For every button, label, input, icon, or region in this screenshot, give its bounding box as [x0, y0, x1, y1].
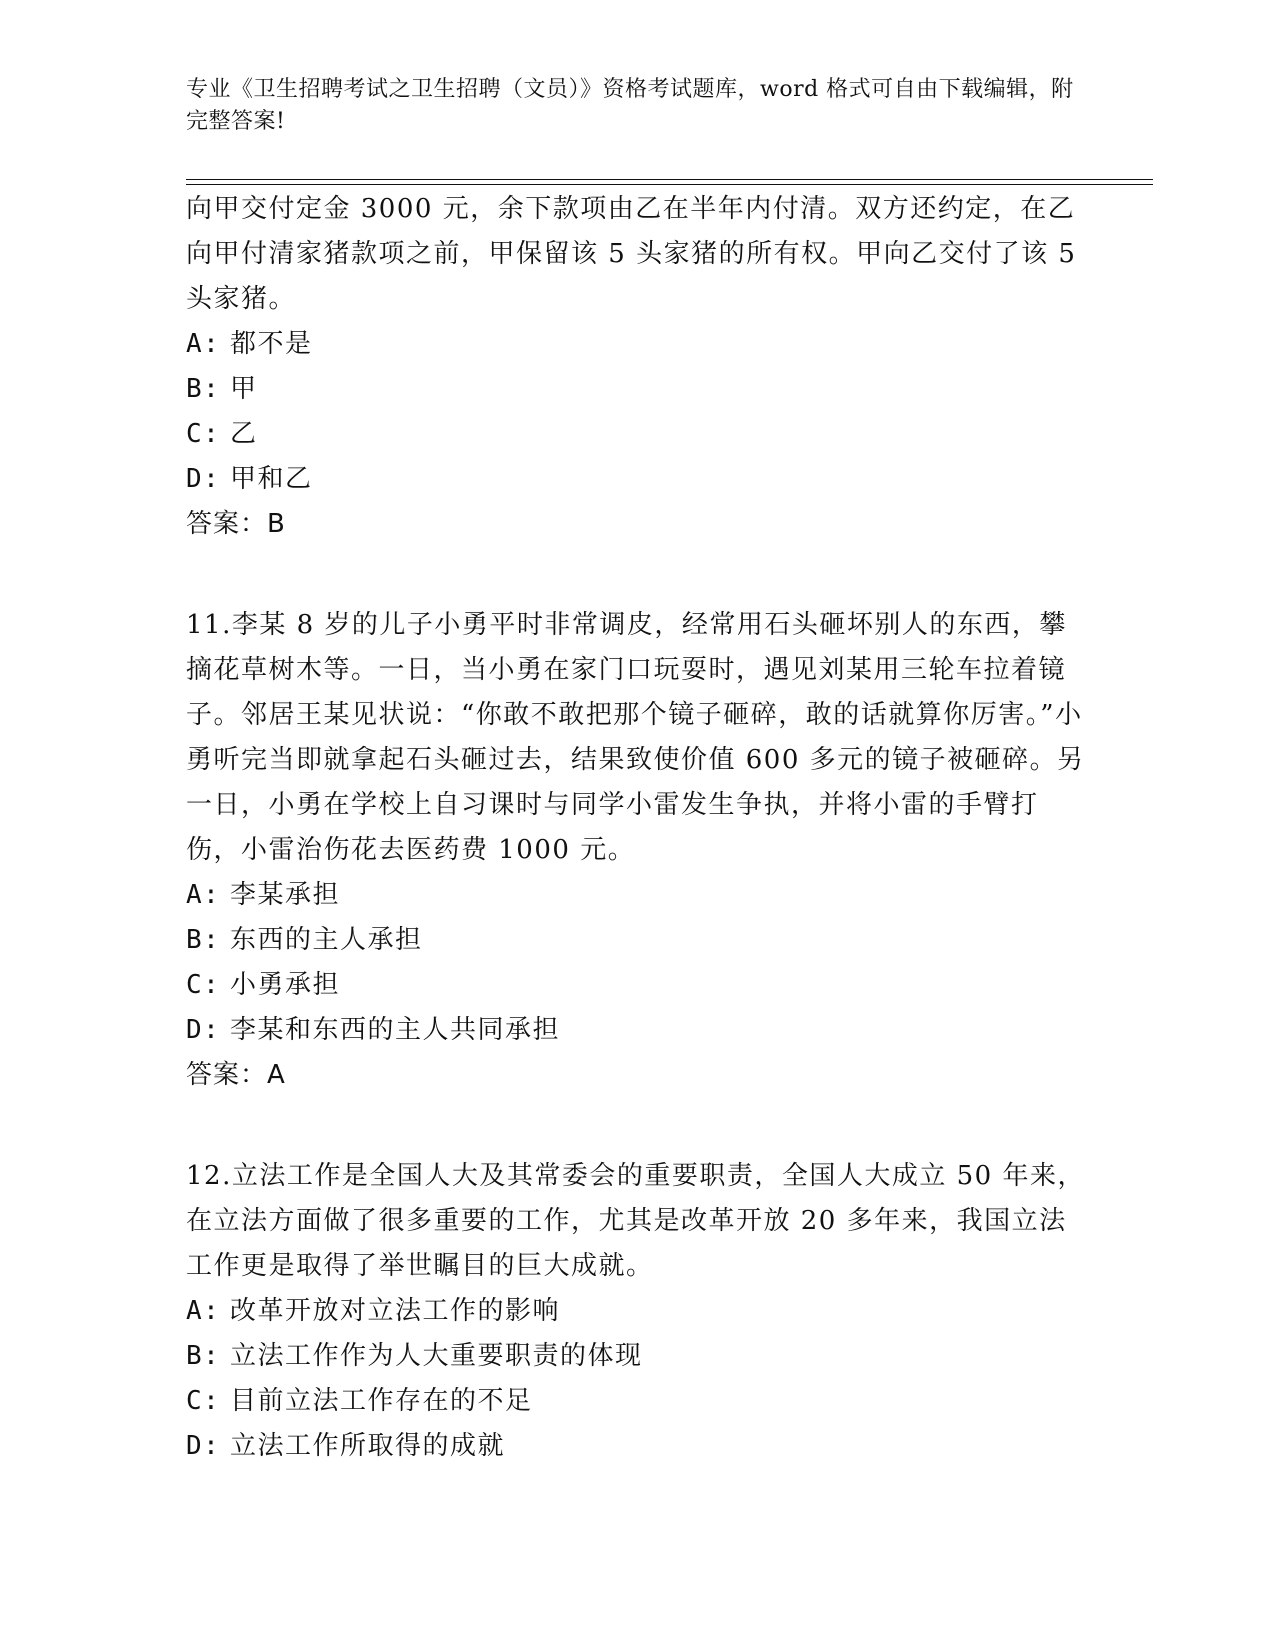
option-text: 都不是 [230, 329, 313, 359]
option-d [186, 1008, 1086, 1053]
option-text: 立法工作作为人大重要职责的体现 [230, 1341, 643, 1371]
option-key: C: [186, 1386, 221, 1416]
option-text: 小勇承担 [230, 970, 341, 1000]
option-c [186, 963, 1086, 1008]
question-11 [186, 603, 1086, 1098]
option-a [186, 1289, 1086, 1334]
option-text: 甲 [230, 374, 258, 404]
document-header: 专业《卫生招聘考试之卫生招聘（文员）》资格考试题库，word 格式可自由下载编辑，附完整答案! [186, 77, 1074, 134]
option-key: A: [186, 880, 221, 910]
option-key: C: [186, 419, 221, 449]
question-text: 12.立法工作是全国人大及其常委会的重要职责，全国人大成立 50 年来，在立法方面做了很多重要的工作，尤其是改革开放 20 多年来，我国立法工作更是取得了举世瞩目的巨大成就。 [186, 1161, 1085, 1281]
header-divider-bottom [186, 184, 1153, 185]
option-key: B: [186, 374, 221, 404]
option-b [186, 1334, 1086, 1379]
option-key: B: [186, 925, 221, 955]
option-text: 甲和乙 [230, 464, 313, 494]
spacer [186, 1098, 1086, 1154]
option-c [186, 1379, 1086, 1424]
question-text: 向甲交付定金 3000 元，余下款项由乙在半年内付清。双方还约定，在乙向甲付清家猪款项之前，甲保留该 5 头家猪的所有权。甲向乙交付了该 5 头家猪。 [186, 194, 1077, 314]
option-text: 目前立法工作存在的不足 [230, 1386, 533, 1416]
answer-line: 答案：A [186, 1060, 286, 1090]
option-text: 立法工作所取得的成就 [230, 1431, 506, 1461]
option-key: D: [186, 1015, 221, 1045]
option-text: 东西的主人承担 [230, 925, 423, 955]
question-text: 11.李某 8 岁的儿子小勇平时非常调皮，经常用石头砸坏别人的东西，攀摘花草树木等。一日，当小勇在家门口玩耍时，遇见刘某用三轮车拉着镜子。邻居王某见状说：“你敢不敢把那个镜子砸碎，敢的话就算你厉害。”小勇听完当即就拿起石头砸过去，结果致使价值 600 多元的镜子被砸碎。另一日，小勇在学校上自习课时与同学小雷发生争执，并将小雷的手臂打伤，小雷治伤花去医药费 1000 元。 [186, 610, 1085, 865]
answer-line: 答案：B [186, 509, 286, 539]
option-a [186, 322, 1086, 367]
spacer [186, 547, 1086, 603]
option-key: D: [186, 464, 221, 494]
option-key: A: [186, 329, 221, 359]
option-c [186, 412, 1086, 457]
question-12 [186, 1154, 1086, 1469]
option-text: 改革开放对立法工作的影响 [230, 1296, 561, 1326]
option-text: 李某和东西的主人共同承担 [230, 1015, 561, 1045]
option-b [186, 367, 1086, 412]
option-a [186, 873, 1086, 918]
option-key: A: [186, 1296, 221, 1326]
option-key: C: [186, 970, 221, 1000]
option-text: 乙 [230, 419, 258, 449]
header-divider-top [186, 179, 1153, 180]
option-d [186, 1424, 1086, 1469]
question-list [186, 187, 1086, 1469]
option-text: 李某承担 [230, 880, 341, 910]
option-key: B: [186, 1341, 221, 1371]
option-b [186, 918, 1086, 963]
option-key: D: [186, 1431, 221, 1461]
question-10-continued [186, 187, 1086, 547]
option-d [186, 457, 1086, 502]
